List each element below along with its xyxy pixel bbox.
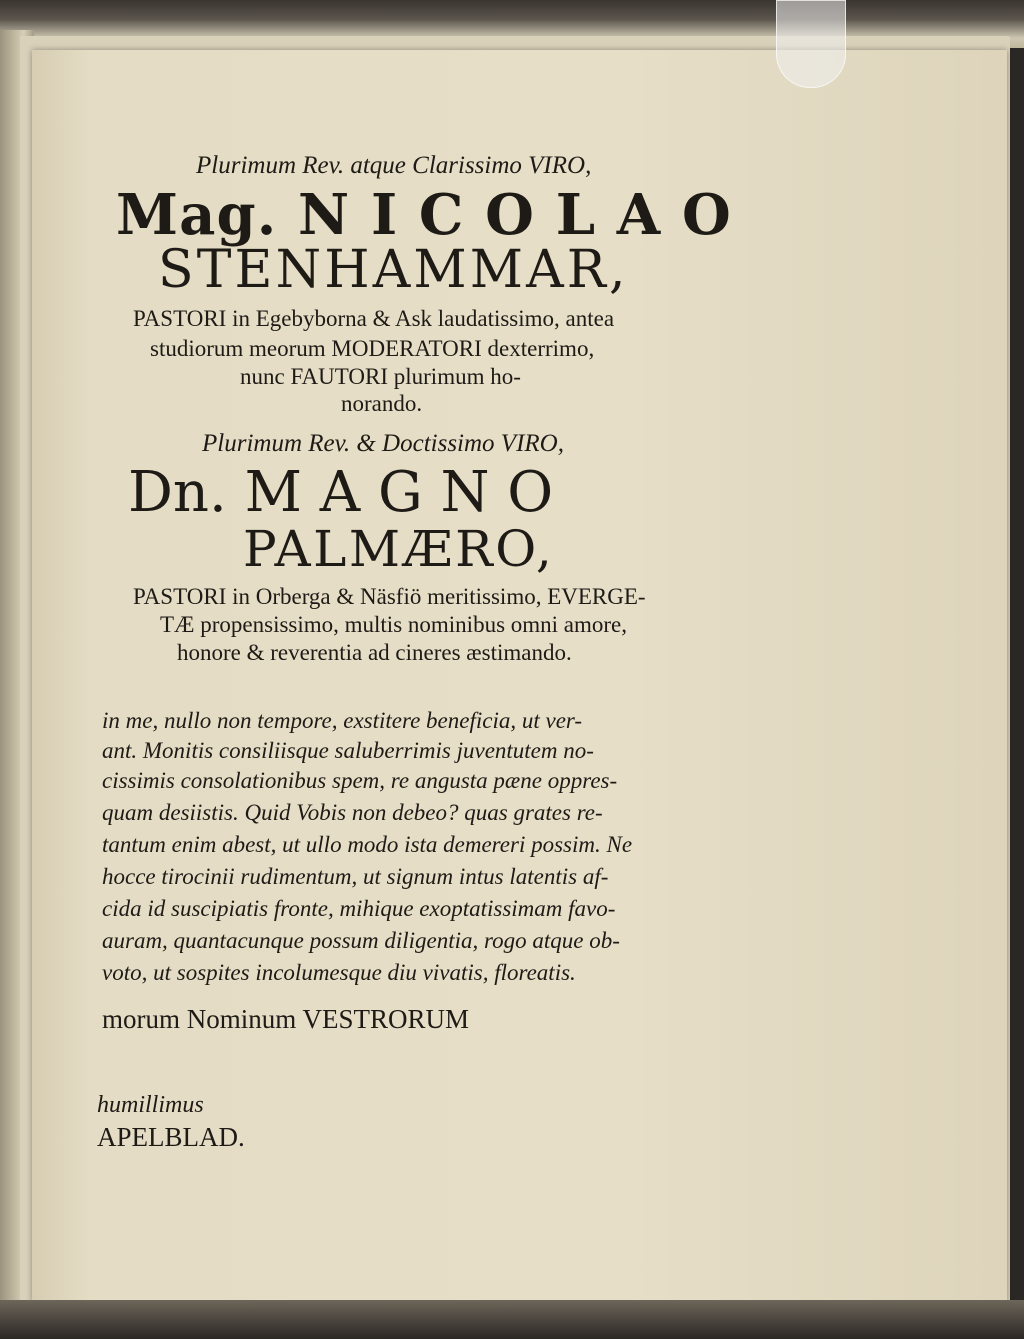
body-line: cissimis consolationibus spem, re angusta pæne oppres- <box>102 768 618 793</box>
body-line: voto, ut sospites incolumesque diu vivatis, floreatis. <box>102 960 576 985</box>
dedication1-desc-line: norando. <box>341 391 423 416</box>
body-line: tantum enim abest, ut ullo modo ista demereri possim. Ne <box>102 832 633 857</box>
signature-humble: humillimus <box>97 1092 204 1118</box>
dedication2-desc-line: honore & reverentia ad cineres æstimando. <box>177 640 572 665</box>
dedication2-desc-line: TÆ propensissimo, multis nominibus omni amore, <box>160 612 628 637</box>
signature-name: APELBLAD. <box>97 1122 245 1152</box>
dedication1-desc-line: studiorum meorum MODERATORI dexterrimo, <box>150 336 595 361</box>
body-line: ant. Monitis consiliisque saluberrimis juventutem no- <box>102 738 594 763</box>
body-line: quam desiistis. Quid Vobis non debeo? quas grates re- <box>102 800 603 825</box>
dedication1-desc-line: PASTORI in Egebyborna & Ask laudatissimo, antea <box>133 306 615 331</box>
dedication1-surname: STENHAMMAR, <box>158 240 629 300</box>
dedication1-salutation: Plurimum Rev. atque Clarissimo VIRO, <box>196 152 592 179</box>
closing-line: morum Nominum VESTRORUM <box>102 1004 470 1034</box>
body-line: in me, nullo non tempore, exstitere beneficia, ut ver- <box>102 708 583 733</box>
page-clip <box>776 0 846 88</box>
dedication2-salutation: Plurimum Rev. & Doctissimo VIRO, <box>202 430 564 457</box>
body-line: hocce tirocinii rudimentum, ut signum intus latentis af- <box>102 864 609 889</box>
dedication2-title-name: Dn. M A G N O <box>128 460 554 525</box>
dedication2-desc-line: PASTORI in Orberga & Näsfiö meritissimo, EVERGE- <box>133 584 646 609</box>
body-line: auram, quantacunque possum diligentia, rogo atque ob- <box>102 928 620 953</box>
dedication2-surname: PALMÆRO, <box>243 520 555 578</box>
bottom-shadow <box>0 1300 1024 1339</box>
dedication1-title-name: Mag. N I C O L A O <box>116 182 732 248</box>
dedication1-desc-line: nunc FAUTORI plurimum ho- <box>240 364 521 389</box>
body-line: cida id suscipiatis fronte, mihique exoptatissimam favo- <box>102 896 616 921</box>
